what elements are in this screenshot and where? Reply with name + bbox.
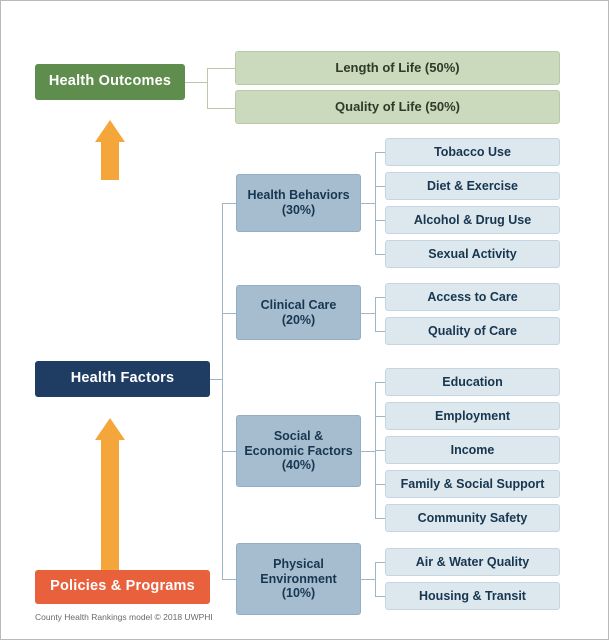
model-caption: County Health Rankings model © 2018 UWPHI [35,612,213,622]
sub-access-to-care-label: Access to Care [427,289,518,304]
length-of-life-label: Length of Life (50%) [335,60,460,76]
sub-employment[interactable] [385,402,560,430]
physical-environment-label-line1: Physical [273,556,324,571]
connector-behaviors-item-2 [375,220,385,221]
quality-of-life-label: Quality of Life (50%) [335,99,460,115]
sub-housing-transit[interactable] [385,582,560,610]
sub-family-social-support[interactable] [385,470,560,498]
connector-social-stub [361,451,375,452]
sub-alcohol-drug-use-label: Alcohol & Drug Use [413,212,532,227]
connector-factors-stub [210,379,222,380]
sub-access-to-care[interactable] [385,283,560,311]
sub-housing-transit-label: Housing & Transit [419,588,526,603]
sub-diet-exercise-label: Diet & Exercise [426,178,519,193]
connector-clinical-item-1 [375,331,385,332]
connector-physical-spine [375,562,376,596]
sub-alcohol-drug-use[interactable] [385,206,560,234]
sub-quality-of-care[interactable] [385,317,560,345]
connector-social-item-0 [375,382,385,383]
health-outcomes-label: Health Outcomes [48,73,172,90]
sub-community-safety-label: Community Safety [417,510,528,525]
social-economic-label-line2: Economic Factors [244,443,353,458]
physical-environment-label-line2: Environment [260,571,337,586]
sub-education[interactable] [385,368,560,396]
connector-social-item-2 [375,450,385,451]
health-factors-label: Health Factors [70,370,175,387]
sub-tobacco-use[interactable] [385,138,560,166]
connector-behaviors-item-3 [375,254,385,255]
policies-programs-label: Policies & Programs [50,578,195,595]
sub-sexual-activity[interactable] [385,240,560,268]
clinical-care-label-line1: Clinical Care [260,297,337,312]
health-behaviors-box[interactable] [236,174,361,232]
social-economic-label-line3: (40%) [281,458,316,473]
connector-factors-to-social [222,451,236,452]
sub-sexual-activity-label: Sexual Activity [428,246,517,261]
connector-physical-stub [361,579,375,580]
connector-physical-item-1 [375,596,385,597]
sub-air-water-quality[interactable] [385,548,560,576]
connector-factors-spine [222,203,223,579]
health-behaviors-label-line2: (30%) [281,203,316,217]
sub-employment-label: Employment [434,408,510,423]
connector-outcomes-length [207,68,235,69]
connector-physical-item-0 [375,562,385,563]
connector-clinical-item-0 [375,297,385,298]
connector-behaviors-item-0 [375,152,385,153]
sub-air-water-quality-label: Air & Water Quality [415,554,530,569]
clinical-care-label-line2: (20%) [281,312,316,327]
quality-of-life-box[interactable] [235,90,560,124]
health-outcomes-box[interactable] [35,64,185,100]
connector-factors-to-clinical [222,313,236,314]
connector-behaviors-spine [375,152,376,255]
sub-quality-of-care-label: Quality of Care [428,323,517,338]
clinical-care-box[interactable] [236,285,361,340]
connector-social-item-1 [375,416,385,417]
connector-outcomes-quality [207,108,235,109]
arrow-policies-to-factors [95,418,125,570]
arrow-factors-to-outcomes [95,120,125,180]
sub-family-social-support-label: Family & Social Support [400,476,545,491]
social-economic-factors-box[interactable] [236,415,361,487]
sub-education-label: Education [442,374,503,389]
sub-tobacco-use-label: Tobacco Use [434,144,511,159]
physical-environment-box[interactable] [236,543,361,615]
connector-social-item-4 [375,518,385,519]
length-of-life-box[interactable] [235,51,560,85]
connector-clinical-spine [375,297,376,331]
connector-behaviors-item-1 [375,186,385,187]
health-factors-box[interactable] [35,361,210,397]
policies-programs-box[interactable] [35,570,210,604]
connector-outcomes-spine [207,68,208,108]
sub-community-safety[interactable] [385,504,560,532]
social-economic-label-line1: Social & [273,428,324,443]
connector-social-item-3 [375,484,385,485]
connector-factors-to-behaviors [222,203,236,204]
sub-diet-exercise[interactable] [385,172,560,200]
connector-clinical-stub [361,313,375,314]
sub-income-label: Income [450,442,495,457]
connector-outcomes-stub [185,82,207,83]
connector-behaviors-stub [361,203,375,204]
health-behaviors-label-line1: Health Behaviors [247,188,350,203]
sub-income[interactable] [385,436,560,464]
physical-environment-label-line3: (10%) [281,586,316,601]
connector-factors-to-physical [222,579,236,580]
